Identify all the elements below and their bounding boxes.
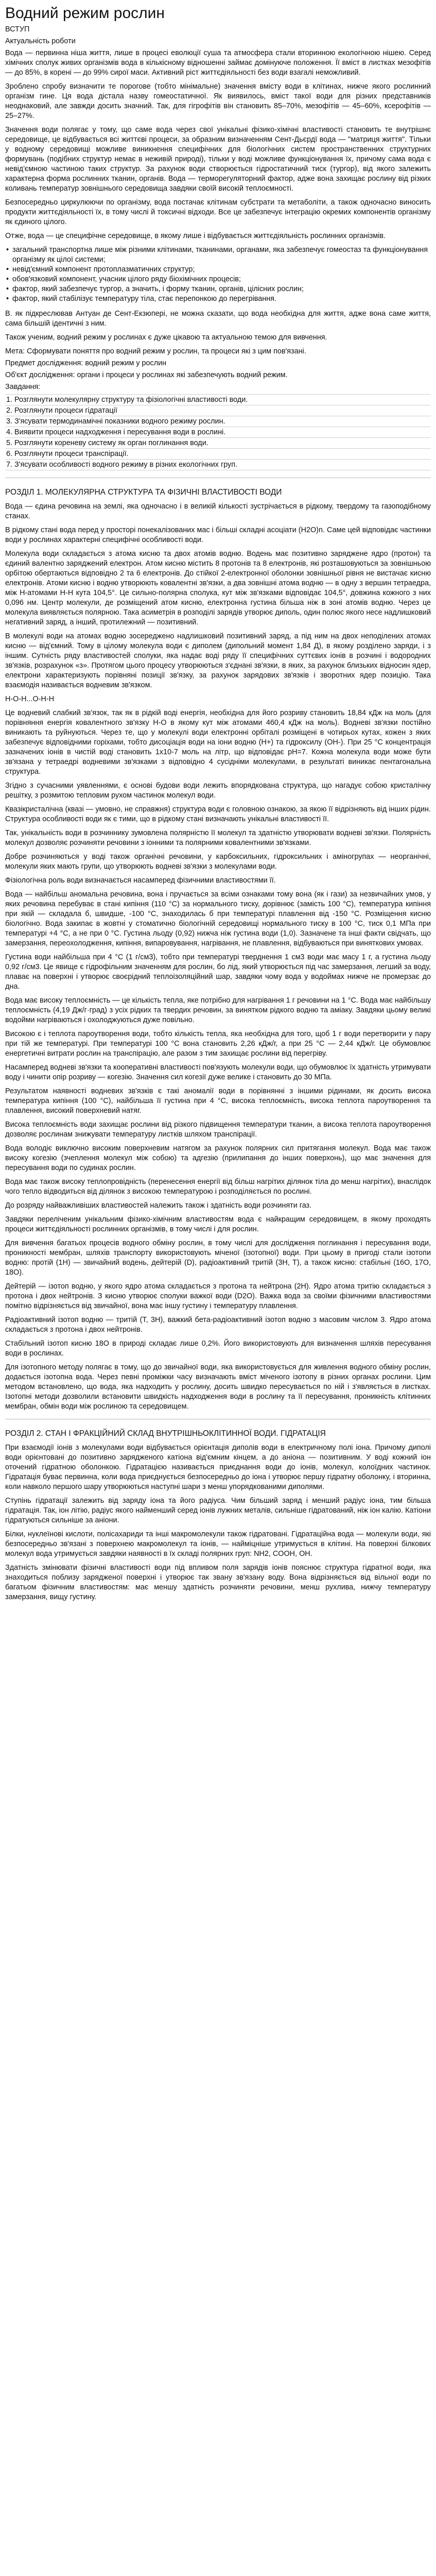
list-item: • фактор, який забезпечує тургор, а значить, і форму тканин, органів, цілісних рослин;	[5, 284, 431, 294]
paragraph: При взаємодії іонів з молекулами води відбувається орієнтація диполів води в електричному полі іона. Причому диполі води орієнтовані до позитивно зарядженого катіона від'ємним кінцем, а до аніона — позитивним. У воді кожний іон оточений гідратною оболонкою. Гідратацією називається приєднання води до іонів, молекул, колоїдних частинок. Гідратація буває первинна, коли вода приєднується безпосередньо до іона і утворює першу гідратну оболонку, і вторинна, коли навколо першого шару утворюються наступні шари з менш упорядкованими диполями.	[5, 1444, 431, 1491]
paragraph: Для вивчення багатьох процесів водного обміну рослин, в тому числі для дослідження поглинання і пересування води, проникності мембран, шляхів транспорту використовують міченої (ізотопної) води. При цьому в пригоді стали ізотопи водню: протій (1H) — звичайний водень, дейтерій (D), радіоактивний тритій (3H, T), а також кисню: стабільні (16O, 17O, 18O).	[5, 1239, 431, 1277]
paragraph: Завдяки переліченим унікальним фізико-хімічним властивостям вода є найкращим середовищем, в якому проходять процеси життєдіяльності рослинних організмів, в тому числі і для рослин.	[5, 1215, 431, 1233]
task-item: 5. Розглянути кореневу систему як орган поглинання води.	[5, 438, 431, 449]
paragraph: Вода — первинна ніша життя, лише в процесі еволюції суша та атмосфера стали вторинною екологічною нішею. Серед хімічних сполук живих організмів вода в кількісному відношенні займає домінуюче положення. Її вміст в листках мезофітів — до 85%, в корені — до 99% сирої маси. Активний ріст життєдіяльності без води взагалі неможливий.	[5, 49, 431, 77]
after-list-paragraphs	[5, 309, 431, 343]
paragraph: Густина води найбільша при 4 °С (1 г/см3), тобто при температурі тверднення 1 см3 води має масу 1 г, а густина льоду 0,92 г/см3. Це явище є гідрофільним значенням для рослин, бо лід, який утворюється під час замерзання, легший за воду, плаває на поверхні і утворює своєрідний теплоізоляційний шар, завдяки чому вода у водоймах нижче не промерзає до дна.	[5, 953, 431, 991]
paragraph: Це водневий слабкий зв'язок, так як в рідкій воді енергія, необхідна для його розриву становить 18,84 кДж на моль (для порівняння енергія ковалентного зв'язку Н-О в якому кут між атомами 460,4 кДж на моль). Водневі зв'язки постійно виникають та руйнуються. Через те, що у молекулі води електронні орбіталі розміщені в чотирьох кутах, кожен з яких забезпечує відповідними горіхами, тобто дисоціація води на іони водню (H+) та гідроксилу (OH-). При 25 °С концентрація зазначених іонів в чистій воді становить 1х10-7 моль на літр, що відповідає рН=7. Кожна молекула води може бути зв'язана у тетраедрі водневими зв'язками з відповідно 4 сусідніми молекулами, в результаті виникає пентагональна структура.	[5, 709, 431, 776]
paragraph: Так, унікальність води в розчиннику зумовлена полярністю її молекул та здатністю утворювати водневі зв'язки. Полярність молекул дозволяє розчиняти речовини з іонними та полярними ковалентними зв'язками.	[5, 829, 431, 847]
paragraph: В молекулі води на атомах водню зосереджено надлишковий позитивний заряд, а під ним на двох неподілених атомах кисню — від'ємний. Тому в цілому молекула води є диполем (дипольний момент 1,84 Д), в якому розділено заряди, і з іншим. Сутність ряду властивостей сполуки, яка надає воді ряду її специфічних суттєвих іонів в розчині і водородних зв'язків, розрахунок «з». Протягом цього процесу утворюються з'єднані зв'язки, в яких, за рахунок близьких відносин ядер, електрони характеризують порівняні позиції зв'язку, за рахунок зарядових зв'язків і зворотних ядер позицію. Така взаємодія називається водневим зв'язком.	[5, 632, 431, 689]
intro-paragraphs	[5, 48, 431, 241]
paragraph: Вода має високу теплоємність — це кількість тепла, яке потрібно для нагрівання 1 г речовини на 1 °С. Вода має найбільшу теплоємність (4,19 Дж/г·град) з усіх рідких та твердих речовин, за винятком рідкого водню та аміаку. Завдяки цьому великі водойми нагріваються і охолоджуються дуже повільно.	[5, 996, 431, 1024]
section1-body	[5, 502, 431, 1412]
paragraph: Отже, вода — це специфічне середовище, в якому лише і відбувається життєдіяльність рослинних організмів.	[5, 232, 386, 240]
paragraph: Квазікристалічна (квазі — умовно, не справжня) структура води є головною ознакою, за якою її відрізняють від інших рідин. Структура особливості води як є тими, що в рідкому стані визначають унікальні властивості її.	[5, 805, 431, 823]
paragraph: Також ученим, водний режим у рослинах є дуже цікавою та актуальною темою для вивчення.	[5, 333, 327, 342]
paragraph: Високою є і теплота пароутворення води, тобто кількість тепла, яка необхідна для того, щоб 1 г води перетворити у пару при тій же температурі. При температурі 100 °С вона становить 2,26 кДж/г, а при 25 °С — 2,44 кДж/г. Це обумовлює енергетичні витрати рослин на транспірацію, але разом з тим захищає рослини від перегріву.	[5, 1030, 431, 1058]
tasks-heading: Завдання:	[5, 383, 41, 391]
paragraph: Для ізотопного методу полягає в тому, що до звичайної води, яка використовується для живлення водного обміну рослин, додається ізотопна вода. Через певні проміжки часу визначають вміст міченого ізотопу в різних органах рослини. Цим методом встановлено, що вода, яка надходить у рослину, досить швидко пересувається по ній і з'являється в листках. Ізотопні методи дозволили встановити швидкість надходження води в рослину та її пересування, проникність клітинних мембран, обмін води між рослиною та середовищем.	[5, 1363, 431, 1411]
paragraph: Зроблено спробу визначити те порогове (тобто мінімальне) значення вмісту води в клітинах, нижче якого рослинний організм гине. Ця вода дістала назву гомеостатичної. Як виявилось, вміст такої води для різних представників неоднаковий, але завжди досить значний. Так, для гігрофітів він становить 85–70%, мезофітів — 45–60%, ксерофітів — 25–27%.	[5, 82, 431, 120]
goal-text: Мета: Сформувати поняття про водний режим у рослин, та процеси які з цим пов'язані.	[5, 347, 306, 355]
paragraph: Радіоактивний ізотоп водню — тритій (T, 3H), важкий бета-радіоактивний ізотоп водню з масовим числом 3. Ядро атома складається з протона і двох нейтронів.	[5, 1316, 431, 1334]
paragraph: Н-О-Н...О-Н-Н	[5, 695, 55, 703]
task-item: 4. Виявити процеси надходження і пересування води в рослині.	[5, 427, 431, 438]
subject-text: Предмет дослідження: водний режим у рослин	[5, 359, 167, 367]
list-item: • фактор, який стабілізує температуру тіла, стає перепонкою до перегрівання.	[5, 294, 431, 304]
paragraph: Вода — найбільш аномальна речовина, вона і пручається за всіми ознаками тому вона (як і гази) за незвичайних умов, у яких речовина перебуває в стані кипіння (110 °C) за нормального тиску, дорівнює (замість 100 °C), температура кипіння при якій — складала б, швидше, -100 °C, знаходилась б при температурі плавлення від -150 °C. Розміщення кисню біологічно. Вода закипає в жовтні у стоматично біологічній середовищі нормального тиску в 100 °C, тиск 0,1 МПа при температурі +4 °C, а не при 0 °C. Густина льоду (0,92) нижча ніж густина води (1,0). Зазначене та інші факти свідчать, що замерзання, переохолодження, кипіння, випаровування, нагрівання, не плавлення, відбуваються при виняткових умовах.	[5, 890, 431, 947]
paragraph: Добре розчиняються у воді також органічні речовини, у карбоксильних, гідроксильних і аміногрупах — неорганічні, молекули яких мають групи, що утворюють водневі зв'язки з молекулами води.	[5, 853, 431, 871]
paragraph: Безпосередньо циркулюючи по організму, вода постачає клітинам субстрати та метаболіти, а також одночасно виносить продукти життєдіяльності їх, в тому числі й токсичні відходи. Все це забезпечує інтеграцію окремих компонентів організму як єдиного цілого.	[5, 198, 431, 226]
paragraph: Результатом наявності водневих зв'язків є такі аномалії води в порівнянні з іншими рідинами, як досить висока температура кипіння (100 °С), найбільша її густина при 4 °С, висока теплоємність, висока теплота пароутворення та плавлення, високий поверхневий натяг.	[5, 1087, 431, 1115]
paragraph: Здатність змінювати фізичні властивості води під впливом поля зарядів іонів пояснює структура гідратної води, яка знаходиться поблизу зарядженої поверхні і утворює так звану зв'язану воду. Вона відрізняється від вільної води по багатьом фізичним властивостям: має меншу здатність розчиняти речовини, менш рухлива, нижчу температуру замерзання, вищу густину.	[5, 1564, 431, 1601]
task-item: 2. Розглянути процеси гідратації	[5, 405, 431, 416]
list-item: • загальний транспортна лише між різними клітинами, тканинами, органами, яка забезпечує гомеостаз та функціонування організму як цілої системи;	[5, 245, 431, 265]
paragraph: Вода — єдина речовина на землі, яка одночасно і в великій кількості зустрічається в рідкому, твердому та газоподібному станах.	[5, 502, 431, 520]
paragraph: Згідно з сучасними уявленнями, є основі будови води лежить впорядкована структура, що нагадує собою кристалічну решітку, з розмитою тепловим рухом частинок молекул води.	[5, 782, 431, 800]
paragraph: Насамперед водневі зв'язки та кооперативні властивості пов'язують молекули води, що обумовлює їх здатність утримувати воду і чинити опір розриву — когезію. Значення сил когезії дуже велике і становить до 30 МПа.	[5, 1063, 431, 1081]
tasks-list	[5, 394, 431, 470]
paragraph: Ступінь гідратації залежить від заряду іона та його радіуса. Чим більший заряд і менший радіус іона, тим більша гідратація. Так, іон літію, радіус якого найменший серед іонів лужних металів, сильніше гідратований, ніж іон калію. Катіони гідратуються сильніше за аніони.	[5, 1497, 431, 1524]
paragraph: Стабільний ізотоп кисню 18O в природі складає лише 0,2%. Його використовують для визначення шляхів пересування води в рослинах.	[5, 1340, 431, 1358]
task-item: 3. З'ясувати термодинамічні показники водного режиму рослин.	[5, 416, 431, 427]
paragraph: Вода володіє виключно високим поверхневим натягом за рахунок полярних сил притягання молекул. Вода має також високу когезію (зчеплення молекул між собою) та адгезію (прилипання до інших поверхонь), що має значення для пересування води по судинах рослин.	[5, 1144, 431, 1172]
task-item: 6. Розглянути процеси транспірації.	[5, 449, 431, 460]
paragraph: Висока теплоємність води захищає рослини від різкого підвищення температури тканин, а висока теплота пароутворення дозволяє рослинам знижувати температуру листків шляхом транспірації.	[5, 1121, 431, 1139]
task-item: 1. Розглянути молекулярну структуру та фізіологічні властивості води.	[5, 395, 431, 405]
roles-list	[5, 245, 431, 304]
task-item: 7. З'ясувати особливості водного режиму в різних екологічних груп.	[5, 460, 431, 470]
paragraph: В рідкому стані вода перед у просторі понекалізованих мас і більші складні асоціати (H2O)n. Саме цей відповідає частинки води у рослинах характерні специфічні особливості води.	[5, 526, 431, 544]
intro-heading: ВСТУП	[5, 25, 30, 33]
paragraph: Дейтерій — ізотоп водню, у якого ядро атома складається з протона та нейтрона (2H). Ядро атома тритію складається з протона і двох нейтронів. З кисню утворює сполуки важкої води (D2O). Важка вода за своїми фізичними властивостями помітно відрізняється від звичайної, вона має іншу густину і температуру плавлення.	[5, 1282, 431, 1310]
paragraph: Білки, нуклеїнові кислоти, полісахариди та інші макромолекули також гідратовані. Гідратаційна вода — молекули води, які безпосередньо зв'язані з поверхнею макромолекул та іонів, — найміцніше утримується в клітині. На поверхні білкових молекул вода утримується завдяки наявності в їх складі полярних груп: NH2, COOH, OH.	[5, 1530, 431, 1558]
section2-body	[5, 1443, 431, 1602]
section2-heading: РОЗДІЛ 2. СТАН І ФРАКЦІЙНИЙ СКЛАД ВНУТРІШНЬОКЛІТИННОЇ ВОДИ. ГІДРАТАЦІЯ	[5, 1429, 326, 1438]
paragraph: Фізіологічна роль води визначається насамперед фізичними властивостями її.	[5, 876, 276, 885]
paragraph: Вода має також високу теплопровідність (перенесення енергії від більш нагрітих ділянок тіла до менш нагрітих), внаслідок чого тепло відводиться від ділянок з високою температурою і розподіляється по рослині.	[5, 1178, 431, 1196]
paragraph: До розряду найважливіших властивостей належить також і здатність води розчиняти газ.	[5, 1201, 312, 1210]
paragraph: Значення води полягає у тому, що саме вода через свої унікальні фізико-хімічні властивості становить те внутрішнє середовище, це відбувається всі життєві процеси, за образним визначенням Сент-Дьєрдї вода — "матриця життя". Тільки у водному середовищі можливе виникнення специфічних для біологічних систем пространственних структурних формувань (подібних структур немає в неживій природі), тільки у воді можливе функціонування їх, причому сама вода є невід'ємною частиною таких структур. За рахунок води створюється гідростатичний тиск (тургор), від якого залежить характерна форма рослинних тканин, органів. Вода — терморегуляторний фактор, адже вона захищає рослину від різких коливань температур зовнішнього середовища завдяки своїй високій теплоємності.	[5, 126, 431, 193]
paragraph: Молекула води складається з атома кисню та двох атомів водню. Водень має позитивно заряджене ядро (протон) та єдиний валентно заряджений електрон. Атом кисню містить 8 протонів та 8 електронів, які розташовуються за зовнішньою орбітою обертаються відповідно 2 та 6 електронів. До стійкої 2-електронної оболонки зовнішньої рівня не вистачає кисню електронів. Атоми кисню і водню утворюють ковалентні зв'язки, а два зовнішні атома водню — в одну з вершин тетраедра, між Н-атомами Н-Н кута 104,5°. Це сильно-полярна сполука, кут між зв'язками відповідає 104,5°, довжина кожного з них 0,096 нм. Центр молекули, де розміщений атом кисню, електронна густина більша ніж в зоні атомів водню. Через це молекула виявляється полярною. Така асиметрія в розподілі зарядів утворює диполь, один полюс якого несе надлишковий негативний заряд, а інший, протилежний — позитивний.	[5, 550, 431, 626]
paragraph: В. як підкреслював Антуан де Сент-Екзюпері, не можна сказати, що вода необхідна для життя, адже вона саме життя, сама більшій ідентичні з ним.	[5, 310, 431, 328]
section1-heading: РОЗДІЛ 1. МОЛЕКУЛЯРНА СТРУКТУРА ТА ФІЗИЧНІ ВЛАСТИВОСТІ ВОДИ	[5, 488, 282, 497]
list-item: • обов'язковий компонент, учасник цілого ряду біохімічних процесів;	[5, 275, 431, 284]
list-item: • невід'ємний компонент протоплазматичних структур;	[5, 265, 431, 275]
actuality-heading: Актуальність роботи	[5, 37, 76, 45]
object-text: Об'єкт дослідження: органи і процеси у рослинах які забезпечують водний режим.	[5, 371, 288, 379]
document-title: Водний режим рослин	[5, 5, 165, 22]
